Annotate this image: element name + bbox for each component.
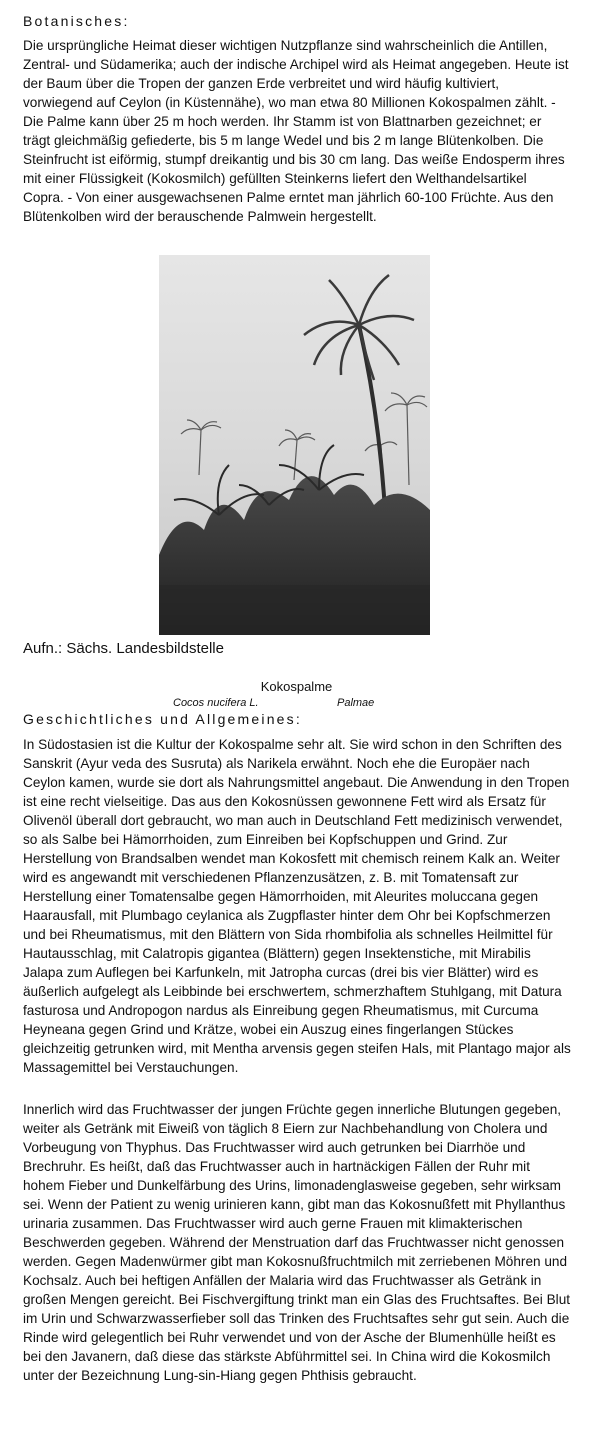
plant-latin-name: Cocos nucifera L. xyxy=(173,697,259,709)
plant-family: Palmae xyxy=(337,697,375,709)
history-paragraph-2: Innerlich wird das Fruchtwasser der jungen Früchte gegen innerliche Blutungen gegeben, weiter als Getränk mit Eiweiß von täglich 8 Eiern zur Nachbehandlung von Cholera und Vorbeugung von Thyphus. Das Fruchtwasser wird auch getrunken bei Diarrhöe und Brechruhr. Es heißt, daß das Fruchtwasser auch in hartnäckigen Fällen der Ruhr mit hohem Fieber und Dunkelfärbung des Urins, limonadenglasweise gegeben, sehr wirksam sei. Wenn der Patient zu wenig urinieren kann, gibt man das Kokosnußfett mit Phyllanthus urinaria zusammen. Das Fruchtwasser wird auch gerne Frauen mit klimakterischen Beschwerden gegeben. Während der Menstruation darf das Fruchtwasser nicht genossen werden. Gegen Madenwürmer gibt man Kokosnußfruchtmilch mit zerriebenen Möhren und Kochsalz. Auch bei heftigen Anfällen der Malaria wird das Fruchtwasser als Getränk in großen Mengen gereicht. Bei Fischvergiftung trinkt man ein Glas des Fruchtsaftes. Bei Blut im Urin und Schwarzwasserfieber soll das Trinken des Fruchtsaftes sehr gut sein. Auch die Rinde wird gelegentlich bei Ruhr verwendet und von der Asche der Blumenhülle heißt es bei den Javanern, daß diese das stärkste Abführmittel sei. In China wird die Kokosmilch unter der Bezeichnung Lung-sin-Hiang gegen Phthisis gebraucht. xyxy=(23,1102,571,1383)
photo-caption: Aufn.: Sächs. Landesbildstelle xyxy=(23,640,224,657)
botany-text: Die ursprüngliche Heimat dieser wichtigen Nutzpflanze sind wahrscheinlich die Antillen, Zentral- und Südamerika; auch der indische Archipel wird als Heimat angegeben. Heute ist der Baum über die Tropen der ganzen Erde verbreitet und wird häufig kultiviert, vorwiegend auf Ceylon (in Küstennähe), wo man etwa 80 Millionen Kokospalmen zählt. - Die Palme kann über 25 m hoch werden. Ihr Stamm ist von Blattnarben gezeichnet; er trägt gleichmäßig gefiederte, bis 5 m lange Wedel und bis 2 m lange Blütenkolben. Die Steinfrucht ist eiförmig, stumpf dreikantig und bis 30 cm lang. Das weiße Endosperm ihres mit einer Flüssigkeit (Kokosmilch) gefüllten Steinkerns liefert den Welthandelsartikel Copra. - Von einer ausgewachsenen Palme erntet man jährlich 60-100 Früchte. Aus den Blütenkolben wird der berauschende Palmwein hergestellt. xyxy=(23,38,569,224)
history-heading: Geschichtliches und Allgemeines: xyxy=(23,711,302,727)
botany-heading: Botanisches: xyxy=(23,13,130,29)
plant-common-name: Kokospalme xyxy=(260,679,333,694)
history-paragraph-1: In Südostasien ist die Kultur der Kokospalme sehr alt. Sie wird schon in den Schriften des Sanskrit (Ayur veda des Susruta) als Narikela erwähnt. Noch ehe die Europäer nach Ceylon kamen, wurde sie dort als Nahrungsmittel angebaut. Die Anwendung in den Tropen ist eine recht vielseitige. Das aus den Kokosnüssen gewonnene Fett wird als Ersatz für Olivenöl überall dort gebraucht, wo man auch in Deutschland Fett medizinisch verwendet, so als Salbe bei Hämorrhoiden, zum Einreiben bei Kopfschuppen und Grind. Zur Herstellung von Brandsalben wendet man Kokosfett mit chemisch reinem Kalk an. Weiter wird es angewandt mit verschiedenen Pflanzenzusätzen, z. B. mit Tomatensaft zur Herstellung einer Tomatensalbe gegen Hämorrhoiden, mit Aleurites moluccana gegen Haarausfall, mit Plumbago ceylanica als Zugpflaster hinter dem Ohr bei Kopfschmerzen und bei Rheumatismus, mit den Blättern von Sida rhombifolia als schnelles Heilmittel für Hautausschlag, mit Calatropis gigantea (Blättern) gegen Insektenstiche, mit Mirabilis Jalapa zum Auflegen bei Karfunkeln, mit Jatropha curcas (drei bis vier Blätter) wird es äußerlich aufgelegt als Leibbinde bei erschwertem, schmerzhaftem Stuhlgang, mit Datura fasturosa und Andropogon nardus als Einreibung gegen Rheumatismus, mit Curcuma Heyneana gegen Grind und Krätze, wobei ein Auszug eines fingerlangen Stückes gleichzeitig getrunken wird, mit Mentha arvensis gegen steifen Hals, mit Plantago major als Massagemittel bei Verstauchungen. xyxy=(23,737,571,1075)
coconut-palm-photo xyxy=(159,255,430,635)
